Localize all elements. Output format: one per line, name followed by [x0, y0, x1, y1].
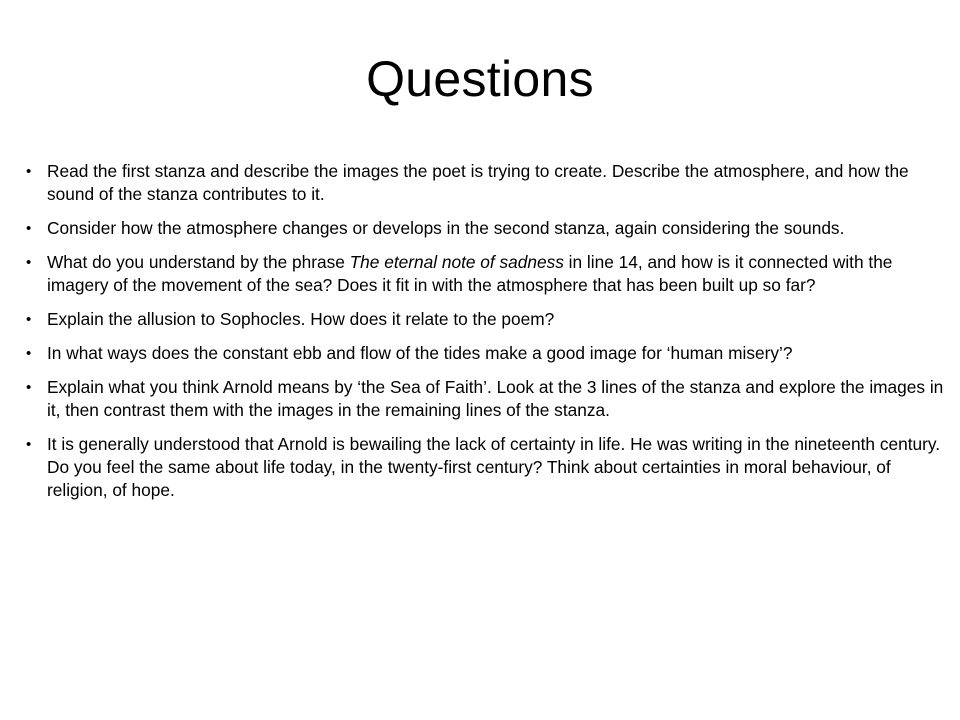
bullet-icon: •: [26, 311, 32, 328]
question-text-segment: What do you understand by the phrase: [47, 252, 350, 272]
question-text: [47, 377, 943, 420]
bullet-icon: •: [26, 163, 32, 180]
question-text: [47, 434, 940, 500]
question-text-segment: in line 14, and how is it connected with the imagery of the movement of the sea? Does it fit in with the atmosphere that has been built up so far?: [47, 252, 893, 295]
bullet-icon: •: [26, 220, 32, 237]
question-text-segment: In what ways does the constant ebb and flow of the tides make a good image for ‘human misery’?: [47, 343, 793, 363]
question-list: [26, 160, 946, 513]
question-text: [47, 343, 792, 363]
list-item: [26, 433, 946, 502]
list-item: [26, 217, 946, 240]
question-text-segment: Explain the allusion to Sophocles. How does it relate to the poem?: [47, 309, 555, 329]
list-item: [26, 308, 946, 331]
list-item: [26, 376, 946, 422]
question-text: [47, 218, 844, 238]
question-text: [47, 252, 892, 295]
bullet-icon: •: [26, 254, 32, 271]
question-text-segment: It is generally understood that Arnold is bewailing the lack of certainty in life. He was writing in the nineteenth century. Do you feel the same about life today, in the twenty-first century? Think about certainties in moral behaviour, of religion, of hope.: [47, 434, 941, 500]
question-text: [47, 309, 554, 329]
list-item: [26, 251, 946, 297]
question-text-segment: Consider how the atmosphere changes or develops in the second stanza, again considering the sounds.: [47, 218, 845, 238]
bullet-icon: •: [26, 436, 32, 453]
question-text-segment: Explain what you think Arnold means by ‘the Sea of Faith’. Look at the 3 lines of the stanza and explore the images in it, then contrast them with the images in the remaining lines of the stanza.: [47, 377, 944, 420]
slide-title: Questions: [366, 51, 594, 107]
list-item: [26, 160, 946, 206]
question-text-segment: Read the first stanza and describe the images the poet is trying to create. Describe the atmosphere, and how the sound of the stanza contributes to it.: [47, 161, 909, 204]
bullet-icon: •: [26, 345, 32, 362]
list-item: [26, 342, 946, 365]
bullet-icon: •: [26, 379, 32, 396]
quoted-phrase: The eternal note of sadness: [349, 252, 564, 272]
question-text: [47, 161, 909, 204]
